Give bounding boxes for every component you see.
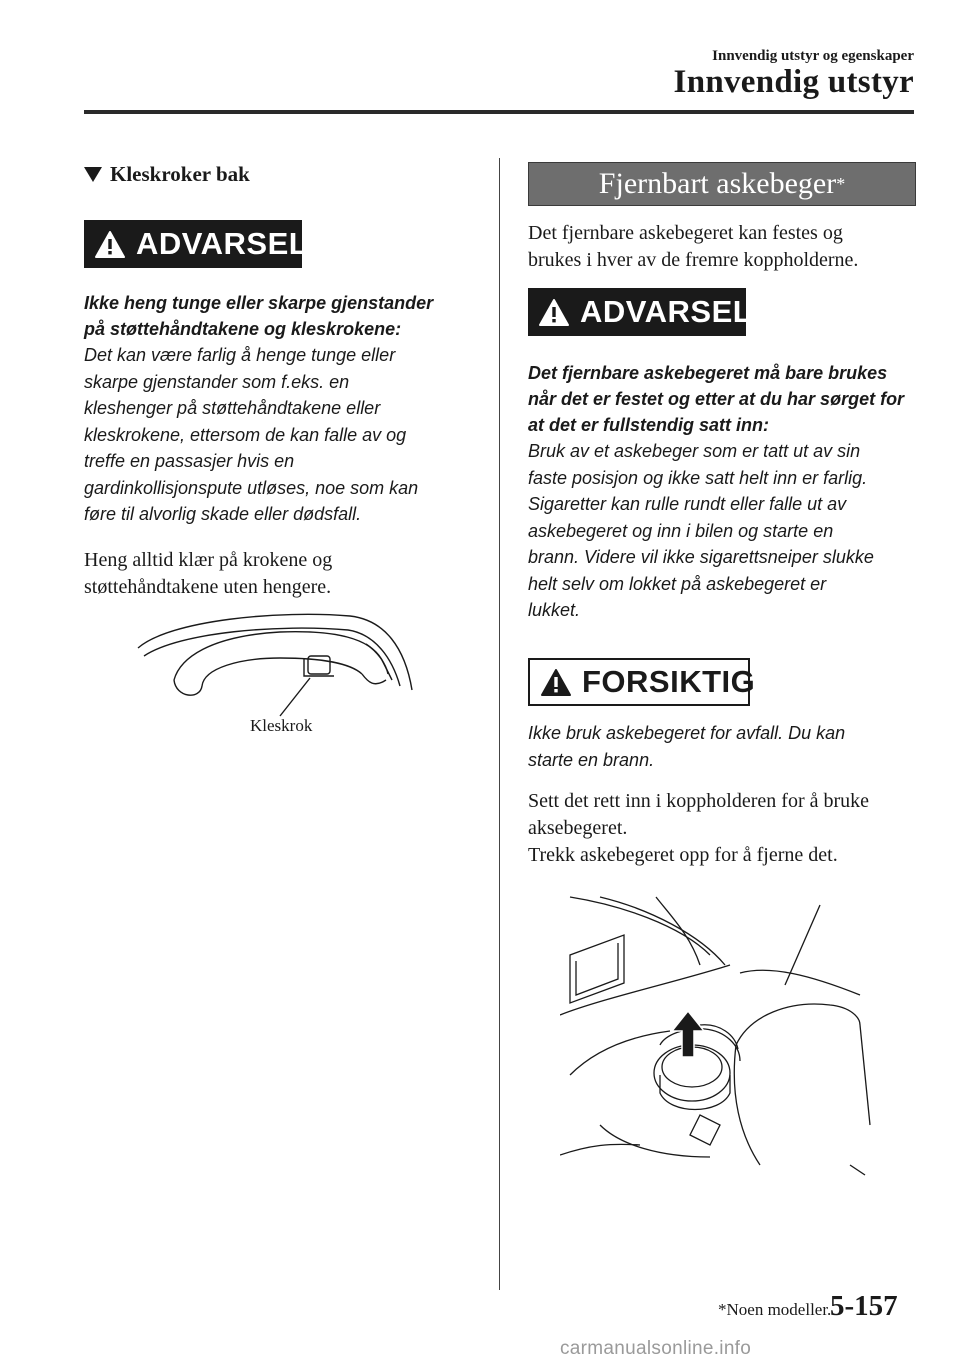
warning-text-line: skarpe gjenstander som f.eks. en — [84, 371, 350, 392]
intro-paragraph — [528, 220, 928, 274]
caution-text-line: starte en brann. — [528, 749, 655, 770]
warning-text-line: lukket. — [528, 600, 581, 620]
caution-badge — [528, 658, 756, 706]
coat-hook-illustration — [130, 608, 430, 723]
header-chapter-title: Innvendig utstyr — [673, 64, 914, 100]
warning-block — [528, 360, 928, 624]
warning-badge — [528, 288, 753, 336]
intro-line: brukes i hver av de fremre koppholderne. — [528, 249, 859, 271]
body-paragraph — [528, 788, 928, 869]
warning-badge — [84, 220, 309, 268]
warning-bold-line: på støttehåndtakene og kleskrokene: — [84, 319, 402, 339]
header-section-title: Innvendig utstyr og egenskaper — [712, 48, 914, 64]
warning-text-line: Bruk av et askebeger som er tatt ut av sin — [528, 441, 861, 461]
warning-text-line: faste posisjon og ikke satt helt inn er farlig. — [528, 467, 868, 488]
section-banner — [528, 162, 916, 206]
caution-label: FORSIKTIG — [582, 664, 756, 699]
warning-label: ADVARSEL — [580, 294, 753, 329]
ashtray-illustration — [560, 895, 880, 1185]
warning-text-line: Sigaretter kan rulle rundt eller falle ut av — [528, 494, 847, 514]
body-line: Trekk askebegeret opp for å fjerne det. — [528, 844, 838, 866]
warning-text-line: brann. Videre vil ikke sigarettsneiper slukke — [528, 547, 874, 567]
warning-text-line: føre til alvorlig skade eller dødsfall. — [84, 504, 362, 524]
section-heading — [84, 162, 250, 187]
section-heading-text: Kleskroker bak — [110, 162, 250, 186]
body-paragraph — [84, 547, 484, 601]
warning-label: ADVARSEL — [136, 226, 309, 261]
footnote-marker: * — [836, 173, 846, 194]
warning-triangle-icon — [538, 298, 570, 327]
warning-triangle-icon — [94, 230, 126, 259]
body-line: støttehåndtakene uten hengere. — [84, 576, 332, 598]
warning-block — [84, 290, 484, 528]
intro-line: Det fjernbare askebegeret kan festes og — [528, 222, 843, 244]
warning-bold-line: at det er fullstendig satt inn: — [528, 415, 770, 435]
page-number: 5-157 — [830, 1290, 898, 1322]
warning-text-line: helt selv om lokket på askebegeret er — [528, 573, 827, 594]
warning-text-line: treffe en passasjer hvis en — [84, 451, 295, 471]
footnote: *Noen modeller. — [718, 1300, 832, 1319]
body-line: Sett det rett inn i koppholderen for å bruke — [528, 790, 870, 812]
column-divider — [499, 158, 500, 1290]
caution-block — [528, 720, 928, 773]
watermark: carmanualsonline.info — [560, 1338, 752, 1359]
triangle-bullet-icon — [84, 167, 102, 182]
warning-bold-line: Ikke heng tunge eller skarpe gjenstander — [84, 293, 434, 313]
caution-triangle-icon — [540, 668, 572, 697]
body-line: Heng alltid klær på krokene og — [84, 549, 333, 571]
warning-text-line: askebegeret og inn i bilen og starte en — [528, 520, 834, 541]
warning-bold-line: når det er festet og etter at du har sørget for — [528, 389, 905, 409]
figure-label: Kleskrok — [250, 716, 313, 735]
warning-text-line: kleskrokene, ettersom de kan falle av og — [84, 424, 407, 445]
header-rule — [84, 110, 914, 114]
caution-text-line: Ikke bruk askebegeret for avfall. Du kan — [528, 723, 846, 743]
body-line: aksebegeret. — [528, 817, 628, 839]
warning-text-line: gardinkollisjonspute utløses, noe som kan — [84, 477, 419, 498]
section-banner-text: Fjernbart askebeger — [598, 167, 837, 200]
warning-text-line: Det kan være farlig å henge tunge eller — [84, 345, 396, 365]
warning-bold-line: Det fjernbare askebegeret må bare brukes — [528, 363, 888, 383]
warning-text-line: kleshenger på støttehåndtakene eller — [84, 398, 381, 418]
